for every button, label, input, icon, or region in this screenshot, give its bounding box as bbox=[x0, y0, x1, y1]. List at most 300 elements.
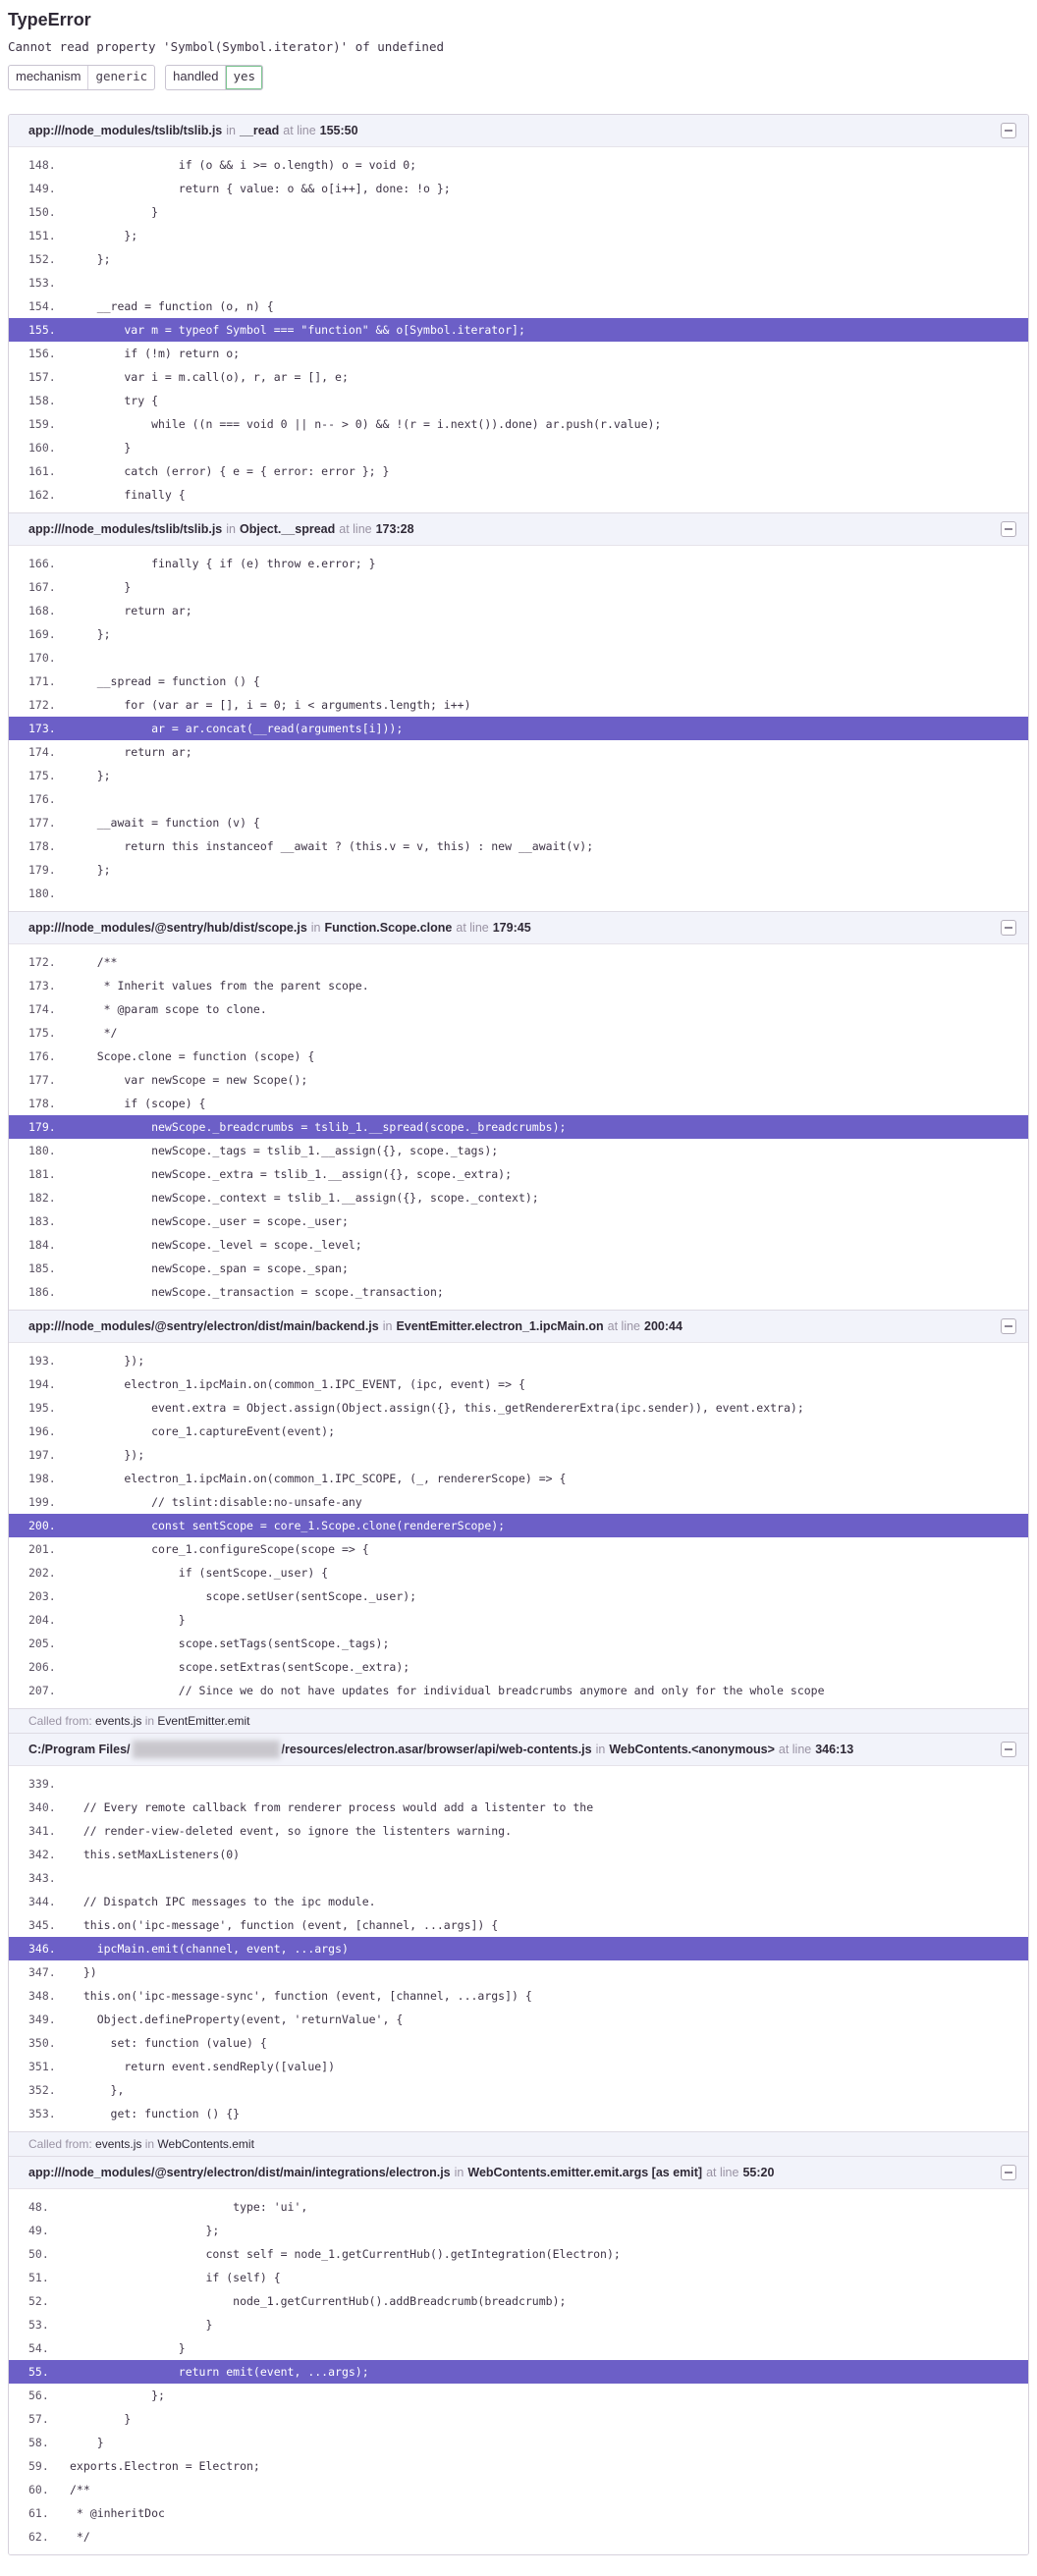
line-number: 50. bbox=[28, 2247, 49, 2261]
line-number: 352. bbox=[28, 2083, 56, 2097]
context-line bbox=[9, 1913, 1028, 1937]
context-line bbox=[9, 389, 1028, 412]
context-line bbox=[9, 1209, 1028, 1233]
line-source: ipcMain.emit(channel, event, ...args) bbox=[70, 1942, 349, 1956]
line-source: newScope._context = tslib_1.__assign({}, scope._context); bbox=[70, 1191, 539, 1205]
context-line-active bbox=[9, 2360, 1028, 2384]
frame-context bbox=[9, 943, 1028, 1310]
line-number: 203. bbox=[28, 1589, 56, 1603]
line-number: 185. bbox=[28, 1261, 56, 1275]
at-line-label: at line bbox=[706, 2166, 739, 2179]
line-number: 154. bbox=[28, 299, 56, 313]
line-number: 174. bbox=[28, 745, 56, 759]
line-number: 151. bbox=[28, 229, 56, 242]
context-line bbox=[9, 2525, 1028, 2549]
line-source: return this instanceof __await ? (this.v = v, this) : new __await(v); bbox=[70, 839, 594, 853]
line-number: 161. bbox=[28, 464, 56, 478]
context-line bbox=[9, 2031, 1028, 2055]
context-line bbox=[9, 2078, 1028, 2102]
line-number: 58. bbox=[28, 2436, 49, 2449]
line-number: 349. bbox=[28, 2012, 56, 2026]
line-source: for (var ar = [], i = 0; i < arguments.length; i++) bbox=[70, 698, 471, 712]
line-source: return ar; bbox=[70, 604, 192, 617]
frame-filename: app:///node_modules/tslib/tslib.js bbox=[28, 124, 223, 137]
line-number: 201. bbox=[28, 1542, 56, 1556]
context-line bbox=[9, 365, 1028, 389]
stack-frame bbox=[9, 2156, 1028, 2554]
line-number: 168. bbox=[28, 604, 56, 617]
frame-function: Object.__spread bbox=[239, 522, 336, 536]
line-source: newScope._extra = tslib_1.__assign({}, scope._extra); bbox=[70, 1167, 513, 1181]
context-line bbox=[9, 271, 1028, 295]
line-number: 346. bbox=[28, 1942, 56, 1956]
collapse-toggle-icon[interactable] bbox=[1001, 2165, 1016, 2180]
line-source: // Since we do not have updates for individual breadcrumbs anymore and only for the whole scope bbox=[70, 1684, 825, 1697]
line-source: newScope._user = scope._user; bbox=[70, 1214, 349, 1228]
line-source: newScope._breadcrumbs = tslib_1.__spread(scope._breadcrumbs); bbox=[70, 1120, 567, 1134]
called-from-label: Called from: bbox=[28, 2137, 92, 2151]
line-number: 59. bbox=[28, 2459, 49, 2473]
line-source: } bbox=[70, 1613, 186, 1627]
frame-line-number: 155:50 bbox=[319, 124, 358, 137]
stack-frame bbox=[9, 115, 1028, 512]
in-label: in bbox=[454, 2166, 464, 2179]
in-label: in bbox=[144, 2137, 155, 2151]
context-line bbox=[9, 483, 1028, 507]
context-line bbox=[9, 764, 1028, 787]
line-source: return ar; bbox=[70, 745, 192, 759]
context-line bbox=[9, 224, 1028, 247]
line-source: get: function () {} bbox=[70, 2107, 241, 2120]
line-number: 60. bbox=[28, 2483, 49, 2496]
frame-filename: app:///node_modules/tslib/tslib.js bbox=[28, 522, 223, 536]
frame-context bbox=[9, 1342, 1028, 1708]
line-source: } bbox=[70, 580, 132, 594]
collapse-toggle-icon[interactable] bbox=[1001, 521, 1016, 537]
line-number: 150. bbox=[28, 205, 56, 219]
line-number: 176. bbox=[28, 1049, 56, 1063]
line-number: 174. bbox=[28, 1002, 56, 1016]
line-number: 348. bbox=[28, 1989, 56, 2003]
line-source: Object.defineProperty(event, 'returnValue', { bbox=[70, 2012, 404, 2026]
line-source: set: function (value) { bbox=[70, 2036, 267, 2050]
context-line bbox=[9, 787, 1028, 811]
line-source: this.on('ipc-message-sync', function (event, [channel, ...args]) { bbox=[70, 1989, 532, 2003]
frame-context bbox=[9, 545, 1028, 911]
line-source: newScope._span = scope._span; bbox=[70, 1261, 349, 1275]
tag-key: handled bbox=[166, 66, 226, 89]
line-number: 177. bbox=[28, 1073, 56, 1087]
context-line bbox=[9, 2289, 1028, 2313]
line-number: 49. bbox=[28, 2224, 49, 2237]
line-number: 347. bbox=[28, 1965, 56, 1979]
called-from-file: events.js bbox=[95, 1714, 142, 1728]
in-label: in bbox=[226, 124, 236, 137]
frame-context bbox=[9, 2188, 1028, 2554]
line-source: */ bbox=[70, 1026, 118, 1040]
at-line-label: at line bbox=[778, 1743, 812, 1756]
line-source: }; bbox=[70, 863, 111, 877]
line-source: this.setMaxListeners(0) bbox=[70, 1848, 241, 1861]
context-line bbox=[9, 2454, 1028, 2478]
line-source: __await = function (v) { bbox=[70, 816, 260, 830]
line-number: 53. bbox=[28, 2318, 49, 2332]
line-number: 56. bbox=[28, 2388, 49, 2402]
line-number: 199. bbox=[28, 1495, 56, 1509]
context-line bbox=[9, 1139, 1028, 1162]
tag-value: yes bbox=[226, 66, 262, 89]
frame-header[interactable] bbox=[9, 1733, 1028, 1765]
line-source: scope.setExtras(sentScope._extra); bbox=[70, 1660, 410, 1674]
line-number: 194. bbox=[28, 1377, 56, 1391]
called-from-function: EventEmitter.emit bbox=[157, 1714, 250, 1728]
context-line bbox=[9, 1679, 1028, 1702]
collapse-toggle-icon[interactable] bbox=[1001, 1318, 1016, 1334]
frame-filename: app:///node_modules/@sentry/electron/dist/main/backend.js bbox=[28, 1319, 379, 1333]
line-source: * Inherit values from the parent scope. bbox=[70, 979, 369, 993]
context-line bbox=[9, 997, 1028, 1021]
context-line bbox=[9, 1092, 1028, 1115]
context-line bbox=[9, 2008, 1028, 2031]
context-line bbox=[9, 1537, 1028, 1561]
line-source: core_1.captureEvent(event); bbox=[70, 1424, 336, 1438]
context-line bbox=[9, 1796, 1028, 1819]
context-line bbox=[9, 1280, 1028, 1304]
line-number: 62. bbox=[28, 2530, 49, 2544]
line-number: 198. bbox=[28, 1472, 56, 1485]
redacted-path-segment bbox=[133, 1741, 280, 1758]
context-line bbox=[9, 1632, 1028, 1655]
line-number: 153. bbox=[28, 276, 56, 290]
context-line bbox=[9, 622, 1028, 646]
context-line-active bbox=[9, 1937, 1028, 1960]
frame-filename: app:///node_modules/@sentry/hub/dist/scope.js bbox=[28, 921, 307, 935]
line-source: while ((n === void 0 || n-- > 0) && !(r = i.next()).done) ar.push(r.value); bbox=[70, 417, 662, 431]
context-line bbox=[9, 436, 1028, 459]
line-number: 207. bbox=[28, 1684, 56, 1697]
line-number: 178. bbox=[28, 839, 56, 853]
in-label: in bbox=[226, 522, 236, 536]
context-line bbox=[9, 1490, 1028, 1514]
line-number: 171. bbox=[28, 674, 56, 688]
context-line bbox=[9, 974, 1028, 997]
line-number: 186. bbox=[28, 1285, 56, 1299]
line-source: } bbox=[70, 205, 159, 219]
line-number: 193. bbox=[28, 1354, 56, 1368]
context-line bbox=[9, 1561, 1028, 1584]
line-number: 175. bbox=[28, 1026, 56, 1040]
context-line bbox=[9, 2266, 1028, 2289]
line-number: 176. bbox=[28, 792, 56, 806]
frame-function: WebContents.emitter.emit.args [as emit] bbox=[467, 2166, 703, 2179]
line-number: 172. bbox=[28, 955, 56, 969]
context-line bbox=[9, 2242, 1028, 2266]
called-from-function: WebContents.emit bbox=[157, 2137, 254, 2151]
called-from-label: Called from: bbox=[28, 1714, 92, 1728]
frame-filename-suffix: /resources/electron.asar/browser/api/web-contents.js bbox=[281, 1743, 592, 1756]
line-number: 54. bbox=[28, 2341, 49, 2355]
context-line bbox=[9, 1584, 1028, 1608]
line-number: 350. bbox=[28, 2036, 56, 2050]
line-source: }; bbox=[70, 229, 138, 242]
context-line bbox=[9, 646, 1028, 670]
frame-line-number: 55:20 bbox=[742, 2166, 775, 2179]
exception-type: TypeError bbox=[8, 10, 91, 29]
line-source: if (!m) return o; bbox=[70, 347, 241, 360]
line-number: 351. bbox=[28, 2060, 56, 2073]
context-line bbox=[9, 882, 1028, 905]
line-source: finally { bbox=[70, 488, 186, 502]
line-number: 196. bbox=[28, 1424, 56, 1438]
line-number: 197. bbox=[28, 1448, 56, 1462]
context-line bbox=[9, 811, 1028, 834]
line-number: 178. bbox=[28, 1097, 56, 1110]
at-line-label: at line bbox=[339, 522, 372, 536]
context-line bbox=[9, 2313, 1028, 2336]
line-number: 157. bbox=[28, 370, 56, 384]
frame-header[interactable] bbox=[9, 911, 1028, 943]
frame-function: __read bbox=[239, 124, 280, 137]
line-source: } bbox=[70, 2436, 104, 2449]
context-line bbox=[9, 1467, 1028, 1490]
line-source: ar = ar.concat(__read(arguments[i])); bbox=[70, 722, 404, 735]
line-number: 183. bbox=[28, 1214, 56, 1228]
line-number: 206. bbox=[28, 1660, 56, 1674]
line-number: 52. bbox=[28, 2294, 49, 2308]
at-line-label: at line bbox=[607, 1319, 640, 1333]
line-source: /** bbox=[70, 2483, 90, 2496]
context-line bbox=[9, 693, 1028, 717]
context-line bbox=[9, 2501, 1028, 2525]
line-number: 48. bbox=[28, 2200, 49, 2214]
in-label: in bbox=[310, 921, 321, 935]
frame-function: EventEmitter.electron_1.ipcMain.on bbox=[396, 1319, 604, 1333]
line-source: newScope._tags = tslib_1.__assign({}, scope._tags); bbox=[70, 1144, 499, 1157]
at-line-label: at line bbox=[456, 921, 489, 935]
line-source: }) bbox=[70, 1965, 97, 1979]
called-from-row bbox=[9, 2131, 1028, 2156]
context-line bbox=[9, 1960, 1028, 1984]
frame-header[interactable] bbox=[9, 115, 1028, 146]
line-source: const self = node_1.getCurrentHub().getIntegration(Electron); bbox=[70, 2247, 621, 2261]
line-source: // tslint:disable:no-unsafe-any bbox=[70, 1495, 362, 1509]
context-line bbox=[9, 2431, 1028, 2454]
context-line bbox=[9, 1843, 1028, 1866]
line-source: return emit(event, ...args); bbox=[70, 2365, 369, 2379]
context-line bbox=[9, 1233, 1028, 1257]
frame-header[interactable] bbox=[9, 2156, 1028, 2188]
line-source: } bbox=[70, 441, 132, 455]
line-number: 170. bbox=[28, 651, 56, 665]
context-line bbox=[9, 177, 1028, 200]
stack-frame bbox=[9, 911, 1028, 1310]
line-source: var newScope = new Scope(); bbox=[70, 1073, 308, 1087]
tag-value: generic bbox=[95, 69, 148, 83]
collapse-toggle-icon[interactable] bbox=[1001, 920, 1016, 936]
line-number: 166. bbox=[28, 557, 56, 570]
stack-frame bbox=[9, 1310, 1028, 1733]
in-label: in bbox=[382, 1319, 393, 1333]
line-source: }; bbox=[70, 2388, 165, 2402]
context-line bbox=[9, 1349, 1028, 1372]
line-number: 156. bbox=[28, 347, 56, 360]
frame-header[interactable] bbox=[9, 1310, 1028, 1342]
context-line bbox=[9, 295, 1028, 318]
line-number: 202. bbox=[28, 1566, 56, 1580]
line-source: } bbox=[70, 2341, 186, 2355]
line-number: 181. bbox=[28, 1167, 56, 1181]
line-source: this.on('ipc-message', function (event, [channel, ...args]) { bbox=[70, 1918, 499, 1932]
context-line bbox=[9, 342, 1028, 365]
context-line-active bbox=[9, 1514, 1028, 1537]
line-source: // Every remote callback from renderer process would add a listenter to the bbox=[70, 1800, 594, 1814]
context-line bbox=[9, 858, 1028, 882]
line-number: 155. bbox=[28, 323, 56, 337]
line-number: 169. bbox=[28, 627, 56, 641]
line-number: 204. bbox=[28, 1613, 56, 1627]
context-line bbox=[9, 2102, 1028, 2125]
line-source: // render-view-deleted event, so ignore the listenters warning. bbox=[70, 1824, 513, 1838]
context-line bbox=[9, 2384, 1028, 2407]
line-source: }; bbox=[70, 627, 111, 641]
line-number: 160. bbox=[28, 441, 56, 455]
frame-function: WebContents.<anonymous> bbox=[609, 1743, 775, 1756]
context-line bbox=[9, 2219, 1028, 2242]
context-line bbox=[9, 1162, 1028, 1186]
line-source: var m = typeof Symbol === "function" && o[Symbol.iterator]; bbox=[70, 323, 525, 337]
line-source: electron_1.ipcMain.on(common_1.IPC_SCOPE, (_, rendererScope) => { bbox=[70, 1472, 567, 1485]
line-source: }); bbox=[70, 1448, 145, 1462]
line-number: 184. bbox=[28, 1238, 56, 1252]
line-number: 340. bbox=[28, 1800, 56, 1814]
frame-line-number: 179:45 bbox=[492, 921, 531, 935]
frame-header[interactable] bbox=[9, 512, 1028, 545]
line-source: }; bbox=[70, 252, 111, 266]
in-label: in bbox=[144, 1714, 155, 1728]
line-source: }, bbox=[70, 2083, 125, 2097]
tag-handled[interactable] bbox=[165, 65, 263, 90]
context-line bbox=[9, 200, 1028, 224]
line-number: 180. bbox=[28, 1144, 56, 1157]
line-number: 172. bbox=[28, 698, 56, 712]
stack-frame bbox=[9, 1733, 1028, 2156]
context-line bbox=[9, 2407, 1028, 2431]
line-source: newScope._level = scope._level; bbox=[70, 1238, 362, 1252]
line-number: 152. bbox=[28, 252, 56, 266]
line-number: 339. bbox=[28, 1777, 56, 1791]
context-line bbox=[9, 1819, 1028, 1843]
line-source: */ bbox=[70, 2530, 90, 2544]
line-source: node_1.getCurrentHub().addBreadcrumb(breadcrumb); bbox=[70, 2294, 567, 2308]
context-line bbox=[9, 2336, 1028, 2360]
line-number: 175. bbox=[28, 769, 56, 782]
stack-trace bbox=[8, 114, 1029, 2555]
context-line bbox=[9, 1372, 1028, 1396]
line-number: 343. bbox=[28, 1871, 56, 1885]
line-source: * @inheritDoc bbox=[70, 2506, 165, 2520]
line-number: 61. bbox=[28, 2506, 49, 2520]
line-source: const sentScope = core_1.Scope.clone(rendererScope); bbox=[70, 1519, 506, 1532]
context-line bbox=[9, 2478, 1028, 2501]
line-number: 177. bbox=[28, 816, 56, 830]
line-source: core_1.configureScope(scope => { bbox=[70, 1542, 369, 1556]
context-line bbox=[9, 1257, 1028, 1280]
frame-function: Function.Scope.clone bbox=[324, 921, 453, 935]
context-line bbox=[9, 2055, 1028, 2078]
tag-key: mechanism bbox=[9, 66, 88, 89]
line-number: 55. bbox=[28, 2365, 49, 2379]
frame-line-number: 173:28 bbox=[375, 522, 414, 536]
line-source: return { value: o && o[i++], done: !o }; bbox=[70, 182, 451, 195]
line-number: 205. bbox=[28, 1637, 56, 1650]
called-from-file: events.js bbox=[95, 2137, 142, 2151]
context-line bbox=[9, 412, 1028, 436]
line-source: event.extra = Object.assign(Object.assign({}, this._getRendererExtra(ipc.sender)), event.extra); bbox=[70, 1401, 804, 1415]
tag-mechanism[interactable] bbox=[8, 65, 155, 90]
line-source: /** bbox=[70, 955, 118, 969]
line-source: if (self) { bbox=[70, 2271, 281, 2284]
collapse-toggle-icon[interactable] bbox=[1001, 1742, 1016, 1757]
line-source: __read = function (o, n) { bbox=[70, 299, 274, 313]
line-number: 179. bbox=[28, 863, 56, 877]
line-source: }; bbox=[70, 2224, 220, 2237]
context-line bbox=[9, 1420, 1028, 1443]
line-number: 148. bbox=[28, 158, 56, 172]
line-number: 158. bbox=[28, 394, 56, 407]
called-from-row bbox=[9, 1708, 1028, 1733]
context-line bbox=[9, 2195, 1028, 2219]
line-number: 51. bbox=[28, 2271, 49, 2284]
frame-filename: C:/Program Files/ bbox=[28, 1743, 131, 1756]
exception-mechanism-tags bbox=[8, 65, 1029, 90]
line-number: 180. bbox=[28, 886, 56, 900]
frame-context bbox=[9, 1765, 1028, 2131]
line-source: if (sentScope._user) { bbox=[70, 1566, 329, 1580]
frame-line-number: 200:44 bbox=[644, 1319, 682, 1333]
context-line bbox=[9, 1443, 1028, 1467]
line-source: __spread = function () { bbox=[70, 674, 260, 688]
context-line bbox=[9, 1890, 1028, 1913]
frame-context bbox=[9, 146, 1028, 512]
context-line-active bbox=[9, 1115, 1028, 1139]
line-number: 344. bbox=[28, 1895, 56, 1908]
line-source: scope.setUser(sentScope._user); bbox=[70, 1589, 417, 1603]
line-source: } bbox=[70, 2412, 132, 2426]
context-line bbox=[9, 1866, 1028, 1890]
line-number: 195. bbox=[28, 1401, 56, 1415]
collapse-toggle-icon[interactable] bbox=[1001, 123, 1016, 138]
line-source: }); bbox=[70, 1354, 145, 1368]
line-number: 149. bbox=[28, 182, 56, 195]
line-number: 173. bbox=[28, 979, 56, 993]
line-source: var i = m.call(o), r, ar = [], e; bbox=[70, 370, 349, 384]
line-source: // Dispatch IPC messages to the ipc module. bbox=[70, 1895, 376, 1908]
context-line bbox=[9, 1068, 1028, 1092]
context-line bbox=[9, 1396, 1028, 1420]
context-line bbox=[9, 247, 1028, 271]
context-line bbox=[9, 1608, 1028, 1632]
line-number: 353. bbox=[28, 2107, 56, 2120]
context-line bbox=[9, 834, 1028, 858]
line-source: Scope.clone = function (scope) { bbox=[70, 1049, 315, 1063]
context-line bbox=[9, 740, 1028, 764]
context-line-active bbox=[9, 318, 1028, 342]
line-source: } bbox=[70, 2318, 213, 2332]
line-number: 159. bbox=[28, 417, 56, 431]
context-line bbox=[9, 670, 1028, 693]
context-line bbox=[9, 459, 1028, 483]
line-number: 200. bbox=[28, 1519, 56, 1532]
